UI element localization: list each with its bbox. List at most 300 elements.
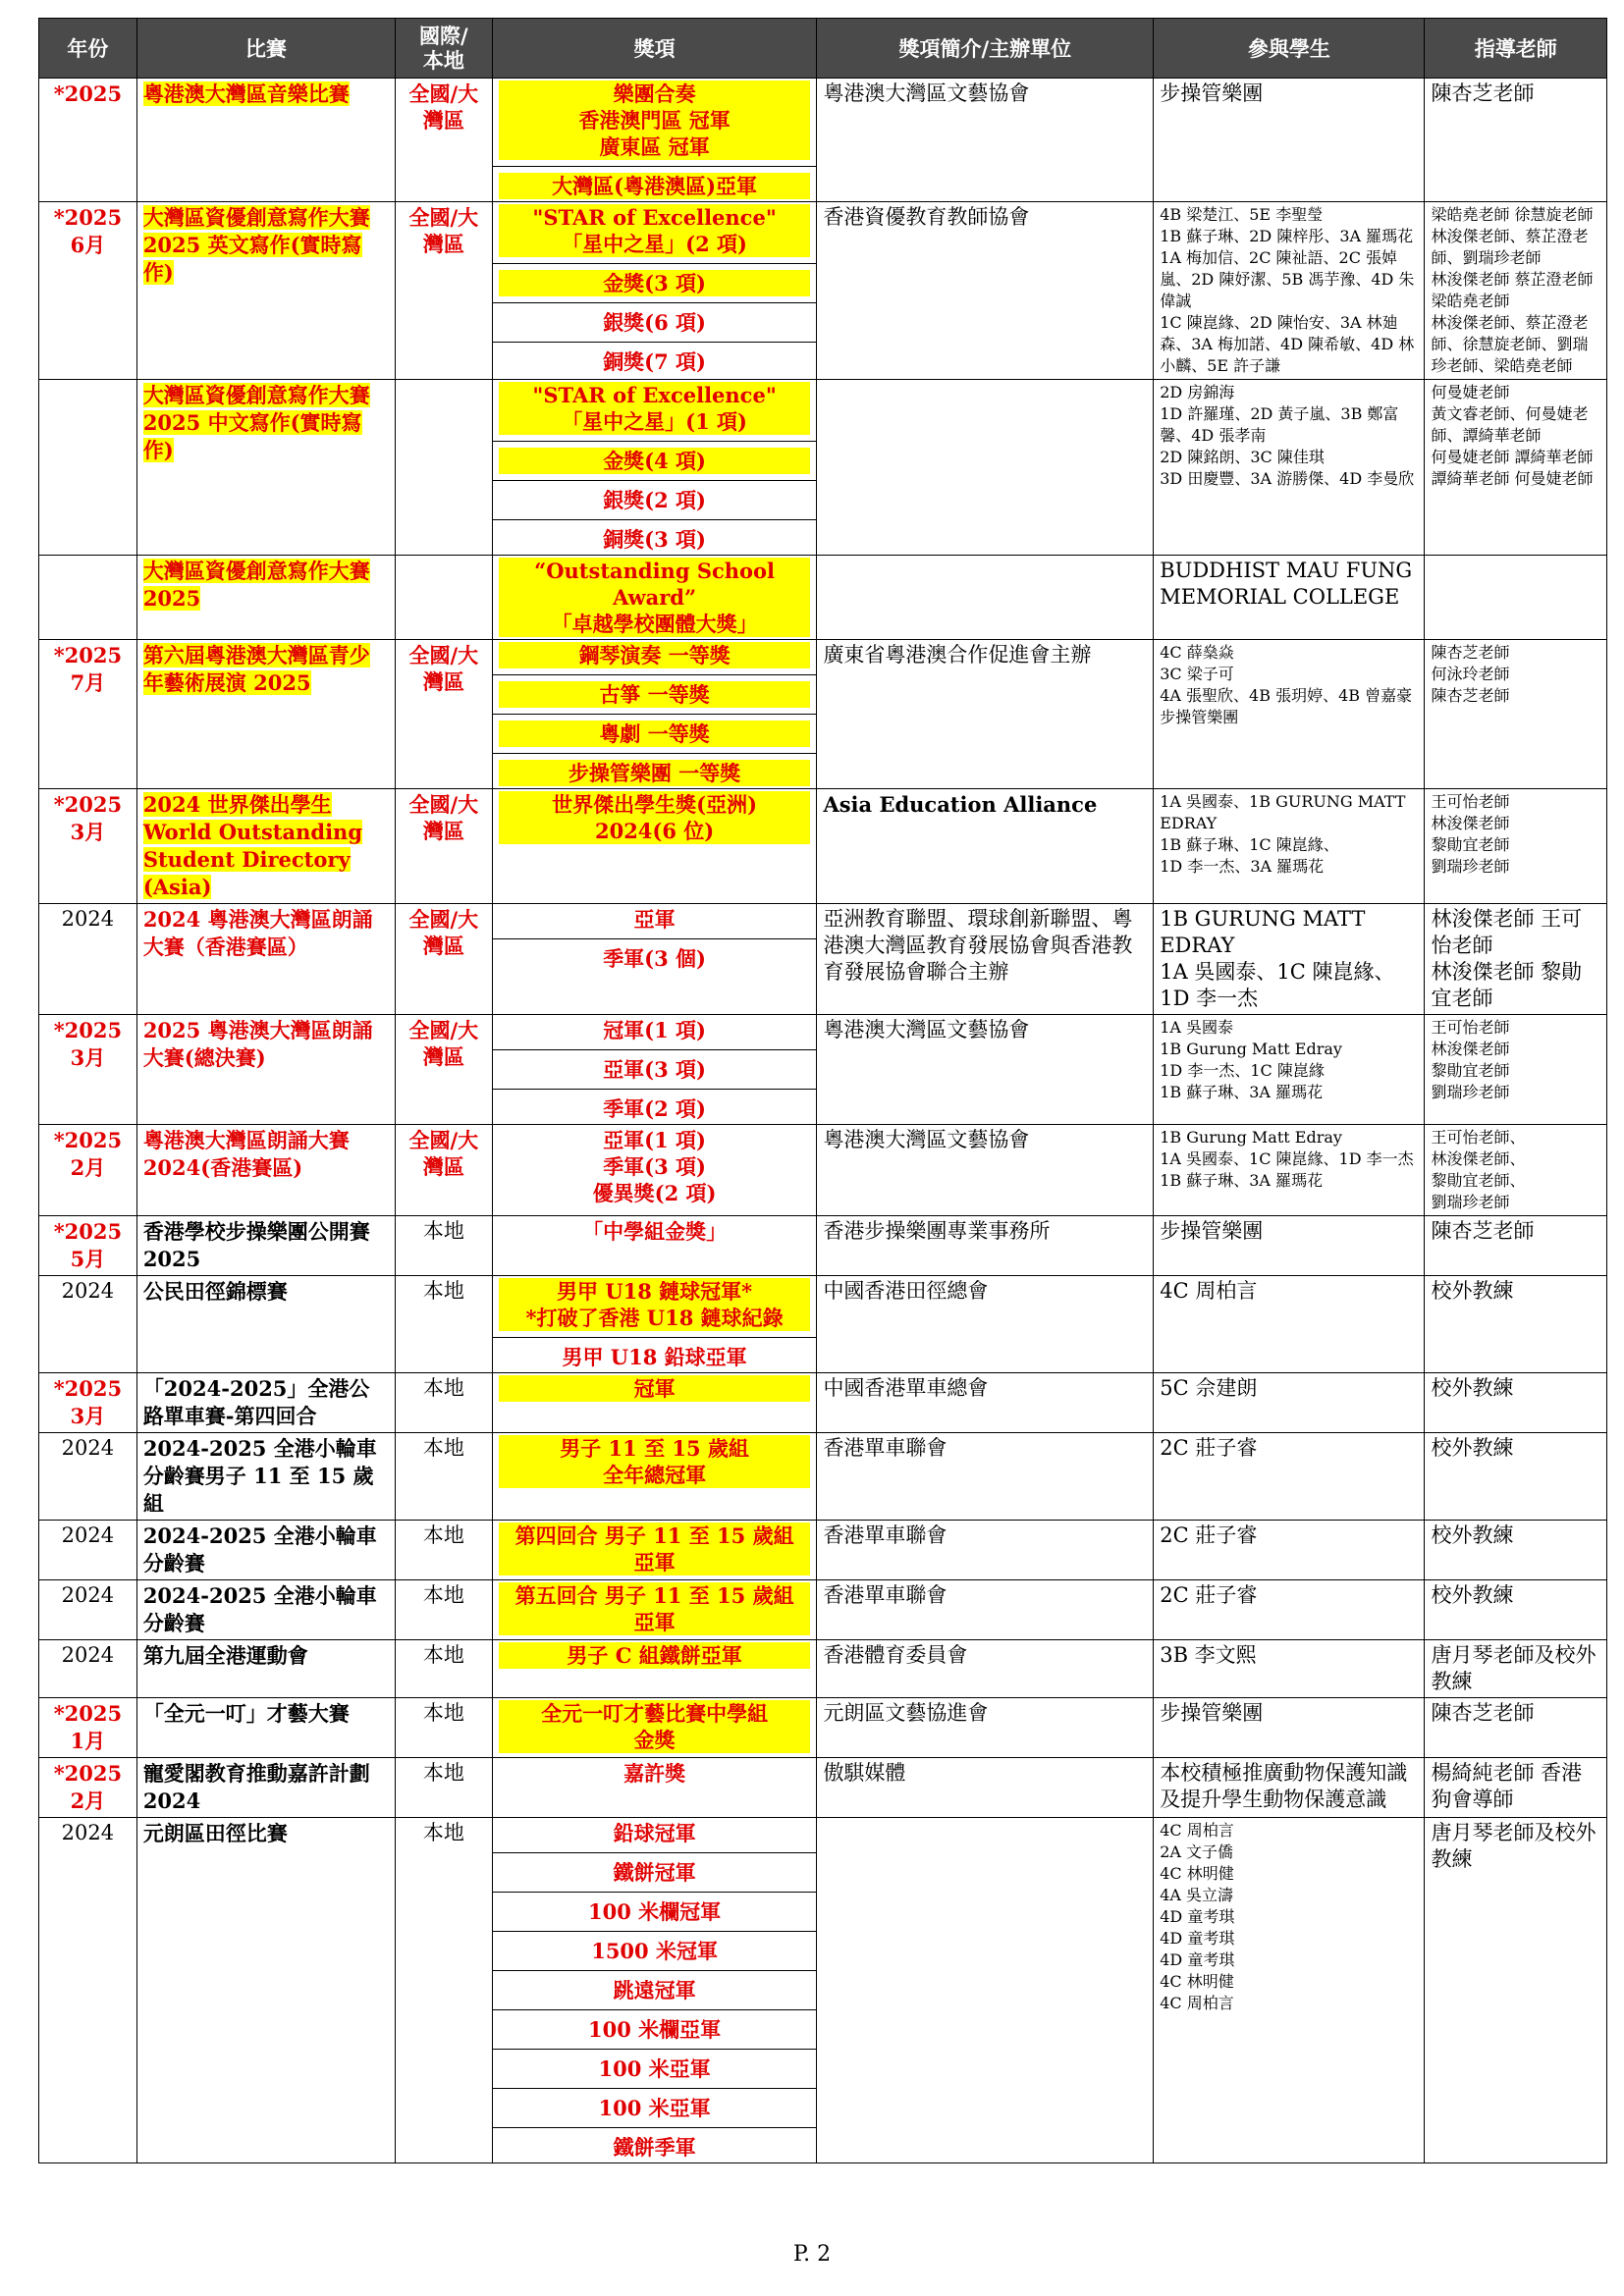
students-cell <box>1154 904 1425 1015</box>
table-header <box>39 19 1607 79</box>
table-row <box>39 1580 1607 1640</box>
student-entry: BUDDHIST MAU FUNG MEMORIAL COLLEGE <box>1160 559 1413 609</box>
organizer-text: 粵港澳大灣區文藝協會 <box>823 1018 1030 1041</box>
student-entry: 步操管樂團 <box>1160 81 1264 105</box>
student-entry: 4C 林明健 <box>1160 1972 1234 1991</box>
prize-line: 嘉許獎 <box>623 1761 686 1786</box>
student-entry: 4C 周柏言 <box>1160 1994 1234 2012</box>
prize-cell <box>492 640 817 789</box>
teacher-entry: 何泳玲老師 <box>1431 665 1510 683</box>
prize-line: 跳遠冠軍 <box>613 1978 696 2002</box>
teachers-cell <box>1425 1216 1607 1276</box>
teacher-entry: 林浚傑老師 <box>1431 1040 1510 1058</box>
scope-text: 全國/大灣區 <box>408 907 479 958</box>
competition-cell <box>136 1373 395 1433</box>
student-entry: 4D 童考琪 <box>1160 1929 1235 1948</box>
organizer-text: 粵港澳大灣區文藝協會 <box>823 81 1030 105</box>
prize-divider <box>493 1931 817 1932</box>
teachers-cell <box>1425 1373 1607 1433</box>
organizer-cell <box>817 79 1154 202</box>
year-text: *2025 2月 <box>53 1761 123 1813</box>
competition-cell <box>136 1580 395 1640</box>
organizer-cell <box>817 1758 1154 1818</box>
prize-divider <box>493 1089 817 1090</box>
competition-cell <box>136 1698 395 1758</box>
teacher-entry: 梁皓堯老師 徐慧旋老師 <box>1431 205 1594 224</box>
student-entry: 1D 許羅瑾、2D 黃子嵐、3B 鄭富馨、4D 張孝南 <box>1160 404 1399 445</box>
header-students: 參與學生 <box>1154 19 1425 79</box>
header-year: 年份 <box>39 19 137 79</box>
scope-cell <box>395 1373 492 1433</box>
teachers-cell <box>1425 1818 1607 2163</box>
scope-cell <box>395 79 492 202</box>
student-entry: 3C 梁子可 <box>1160 665 1234 683</box>
teachers-cell <box>1425 904 1607 1015</box>
scope-cell <box>395 1216 492 1276</box>
year-text: *2025 3月 <box>53 1018 123 1070</box>
prize-divider <box>493 1970 817 1971</box>
student-entry: 2C 莊子睿 <box>1160 1523 1258 1547</box>
table-body <box>39 79 1607 2163</box>
prize-line: 亞軍 <box>499 1549 811 1575</box>
prize-line: *打破了香港 U18 鏈球紀錄 <box>499 1305 811 1331</box>
header-organizer: 獎項簡介/主辦單位 <box>817 19 1154 79</box>
scope-text: 本地 <box>422 1279 464 1303</box>
year-cell <box>39 1818 137 2163</box>
year-cell <box>39 202 137 380</box>
organizer-cell <box>817 1216 1154 1276</box>
competition-name: 2024-2025 全港小輪車分齡賽男子 11 至 15 歲組 <box>142 1436 377 1516</box>
students-cell <box>1154 1433 1425 1521</box>
prize-line: 大灣區(粵港澳區)亞軍 <box>499 173 811 199</box>
organizer-text: 亞洲教育聯盟、環球創新聯盟、粵港澳大灣區教育發展協會與香港教育發展協會聯合主辦 <box>823 907 1133 984</box>
prize-line: 世界傑出學生獎(亞洲) <box>499 791 811 818</box>
students-cell <box>1154 1015 1425 1125</box>
competition-name: 「全元一叮」才藝大賽 <box>142 1701 350 1726</box>
year-cell <box>39 1125 137 1216</box>
competition-cell <box>136 1125 395 1216</box>
students-cell <box>1154 202 1425 380</box>
teacher-entry: 何曼婕老師 譚綺華老師 <box>1431 448 1594 466</box>
scope-cell <box>395 1521 492 1580</box>
competition-cell <box>136 202 395 380</box>
student-entry: 1C 陳崑緣、2D 陳怡安、3A 林廸森、3A 梅加諾、4D 陳希敏、4D 林小麟、5E 許子謙 <box>1160 313 1415 375</box>
teacher-entry: 陳杏芝老師 <box>1431 643 1510 662</box>
year-cell <box>39 1698 137 1758</box>
prize-line: 第四回合 男子 11 至 15 歲組 <box>499 1522 811 1549</box>
prize-divider <box>493 302 817 303</box>
prize-line: 銀獎(6 項) <box>603 310 706 335</box>
prize-line: 冠軍 <box>499 1375 811 1402</box>
table-row <box>39 640 1607 789</box>
scope-cell <box>395 380 492 556</box>
prize-cell <box>492 789 817 904</box>
prize-line: 1500 米冠軍 <box>591 1939 718 1963</box>
prize-cell <box>492 1698 817 1758</box>
page-number: P. 2 <box>792 2242 832 2267</box>
prize-divider <box>493 1852 817 1853</box>
teachers-cell <box>1425 1015 1607 1125</box>
students-cell <box>1154 1373 1425 1433</box>
scope-text: 本地 <box>422 1523 464 1547</box>
competition-name: 公民田徑錦標賽 <box>142 1279 288 1304</box>
teacher-entry: 唐月琴老師及校外教練 <box>1431 1821 1597 1871</box>
year-cell <box>39 1015 137 1125</box>
table-row <box>39 904 1607 1015</box>
student-entry: 1B 蘇子琳、3A 羅瑪花 <box>1160 1083 1324 1101</box>
table-row <box>39 1698 1607 1758</box>
scope-text: 全國/大灣區 <box>408 205 479 256</box>
teacher-entry: 王可怡老師 <box>1431 1018 1510 1037</box>
competition-cell <box>136 1640 395 1698</box>
table-row <box>39 789 1607 904</box>
teachers-cell <box>1425 1433 1607 1521</box>
competition-name: 「2024-2025」全港公路單車賽-第四回合 <box>142 1376 370 1428</box>
prize-line: 金獎 <box>499 1727 811 1753</box>
prize-divider <box>493 519 817 520</box>
year-text: 2024 <box>61 907 115 931</box>
competition-name: 第六屆粵港澳大灣區青少年藝術展演 2025 <box>142 643 370 695</box>
organizer-cell <box>817 380 1154 556</box>
student-entry: 1B Gurung Matt Edray <box>1160 1040 1342 1058</box>
teacher-entry: 何曼婕老師 <box>1431 383 1510 401</box>
teacher-entry: 王可怡老師、 <box>1431 1128 1526 1147</box>
year-cell <box>39 1758 137 1818</box>
teacher-entry: 唐月琴老師及校外教練 <box>1431 1643 1597 1693</box>
prize-line: 粵劇 一等獎 <box>499 721 811 747</box>
prize-line: “Outstanding School Award” <box>499 558 811 611</box>
competition-name: 寵愛閣教育推動嘉許計劃 2024 <box>142 1761 370 1813</box>
header-scope: 國際/ 本地 <box>395 19 492 79</box>
header-teachers: 指導老師 <box>1425 19 1607 79</box>
year-text: 2024 <box>61 1279 115 1303</box>
teacher-entry: 黎勛宜老師、 <box>1431 1171 1526 1190</box>
year-cell <box>39 1216 137 1276</box>
competition-cell <box>136 1818 395 2163</box>
prize-line: 季軍(2 項) <box>603 1096 706 1121</box>
prize-line: 亞軍 <box>633 907 676 932</box>
prize-line: 男甲 U18 鏈球冠軍* <box>499 1278 811 1305</box>
student-entry: 1B Gurung Matt Edray <box>1160 1128 1342 1147</box>
student-entry: 2D 房錦海 <box>1160 383 1235 401</box>
scope-text: 本地 <box>422 1761 464 1785</box>
prize-cell <box>492 1521 817 1580</box>
prize-divider <box>493 2088 817 2089</box>
student-entry: 1D 李一杰、3A 羅瑪花 <box>1160 857 1325 876</box>
student-entry: 1A 吳國泰、1B GURUNG MATT EDRAY <box>1160 792 1406 832</box>
competition-cell <box>136 79 395 202</box>
competition-name: 粵港澳大灣區朗誦大賽 2024(香港賽區) <box>142 1128 350 1180</box>
competition-name: 大灣區資優創意寫作大賽 2025 英文寫作(實時寫作) <box>142 205 370 285</box>
scope-text: 本地 <box>422 1376 464 1400</box>
year-cell <box>39 79 137 202</box>
prize-line: 步操管樂團 一等獎 <box>499 760 811 786</box>
scope-text: 本地 <box>422 1219 464 1243</box>
year-text: *2025 3月 <box>53 1376 123 1428</box>
table-row <box>39 1125 1607 1216</box>
prize-line: 鉛球冠軍 <box>613 1821 696 1845</box>
scope-cell <box>395 640 492 789</box>
prize-divider <box>493 714 817 715</box>
students-cell <box>1154 640 1425 789</box>
competition-cell <box>136 789 395 904</box>
organizer-text: 香港單車聯會 <box>823 1436 947 1460</box>
year-text: *2025 1月 <box>53 1701 123 1753</box>
scope-text: 本地 <box>422 1436 464 1460</box>
student-entry: 1D 李一杰、1C 陳崑緣 <box>1160 1061 1325 1080</box>
teachers-cell <box>1425 202 1607 380</box>
student-entry: 1B GURUNG MATT EDRAY <box>1160 907 1366 957</box>
competition-cell <box>136 1216 395 1276</box>
competition-name: 2025 粵港澳大灣區朗誦大賽(總決賽) <box>142 1018 373 1070</box>
student-entry: 4C 周柏言 <box>1160 1821 1234 1840</box>
scope-cell <box>395 556 492 640</box>
prize-divider <box>493 441 817 442</box>
year-text: *2025 5月 <box>53 1219 123 1271</box>
teacher-entry: 劉瑞珍老師 <box>1431 1193 1510 1211</box>
student-entry: 4D 童考琪 <box>1160 1950 1235 1969</box>
student-entry: 1A 梅加信、2C 陳祉語、2C 張婥嵐、2D 陳妤潔、5B 馮芋豫、4D 朱偉誠 <box>1160 248 1415 310</box>
header-prize: 獎項 <box>492 19 817 79</box>
teachers-cell <box>1425 1580 1607 1640</box>
teacher-entry: 陳杏芝老師 <box>1431 81 1535 105</box>
student-entry: 4A 吳立濤 <box>1160 1886 1234 1904</box>
teacher-entry: 黎勛宜老師 <box>1431 1061 1510 1080</box>
prize-line: 冠軍(1 項) <box>603 1018 706 1042</box>
competition-cell <box>136 640 395 789</box>
organizer-text: 香港單車聯會 <box>823 1523 947 1547</box>
scope-text: 本地 <box>422 1701 464 1725</box>
scope-cell <box>395 1580 492 1640</box>
competition-cell <box>136 1521 395 1580</box>
teacher-entry: 劉瑞珍老師 <box>1431 857 1510 876</box>
year-text: *2025 2月 <box>53 1128 123 1180</box>
organizer-cell <box>817 1698 1154 1758</box>
prize-cell <box>492 1216 817 1276</box>
organizer-text: 中國香港田徑總會 <box>823 1279 989 1303</box>
student-entry: 4D 童考琪 <box>1160 1907 1235 1926</box>
students-cell <box>1154 1818 1425 2163</box>
student-entry: 3D 田慶豐、3A 游勝傑、4D 李曼欣 <box>1160 469 1415 488</box>
prize-line: "STAR of Excellence" <box>499 382 811 408</box>
teacher-entry: 林浚傑老師、蔡芷澄老師、徐慧旋老師、劉瑞珍老師、梁皓堯老師 <box>1431 313 1589 375</box>
scope-cell <box>395 904 492 1015</box>
scope-cell <box>395 1276 492 1373</box>
prize-line: 第五回合 男子 11 至 15 歲組 <box>499 1582 811 1609</box>
organizer-text: 香港步操樂團專業事務所 <box>823 1219 1051 1243</box>
organizer-text: 香港資優教育教師協會 <box>823 205 1030 229</box>
prize-line: 香港澳門區 冠軍 <box>499 107 811 133</box>
table-row <box>39 1521 1607 1580</box>
teacher-entry: 校外教練 <box>1431 1583 1514 1607</box>
prize-line: 100 米亞軍 <box>598 2096 711 2120</box>
year-text: *2025 <box>53 81 123 106</box>
prize-line: 100 米亞軍 <box>598 2056 711 2081</box>
year-text: 2024 <box>61 1583 115 1607</box>
table-row <box>39 202 1607 380</box>
students-cell <box>1154 1580 1425 1640</box>
prize-divider <box>493 342 817 343</box>
prize-line: 男甲 U18 鉛球亞軍 <box>562 1345 747 1369</box>
year-text: 2024 <box>61 1436 115 1460</box>
scope-text: 本地 <box>422 1643 464 1667</box>
prize-line: 「星中之星」(1 項) <box>499 408 811 435</box>
scope-cell <box>395 1818 492 2163</box>
prize-divider <box>493 2049 817 2050</box>
teacher-entry: 陳杏芝老師 <box>1431 1219 1535 1243</box>
student-entry: 步操管樂團 <box>1160 708 1239 726</box>
scope-text: 本地 <box>422 1821 464 1844</box>
organizer-cell <box>817 1125 1154 1216</box>
competition-cell <box>136 1276 395 1373</box>
year-cell <box>39 1433 137 1521</box>
year-text: *2025 7月 <box>53 643 123 695</box>
teachers-cell <box>1425 1125 1607 1216</box>
year-cell <box>39 1373 137 1433</box>
year-text: 2024 <box>61 1643 115 1667</box>
student-entry: 4A 張聖欣、4B 張玥婷、4B 曾嘉豪 <box>1160 686 1413 705</box>
prize-line: 古箏 一等獎 <box>499 681 811 708</box>
scope-text: 全國/大灣區 <box>408 792 479 843</box>
competition-name: 香港學校步操樂團公開賽 2025 <box>142 1219 370 1271</box>
prize-divider <box>493 2009 817 2010</box>
prize-line: 季軍(3 個) <box>603 946 706 971</box>
prize-line: 季軍(3 項) <box>603 1154 706 1179</box>
competition-cell <box>136 1758 395 1818</box>
prize-cell <box>492 556 817 640</box>
organizer-cell <box>817 1818 1154 2163</box>
student-entry: 2C 莊子睿 <box>1160 1436 1258 1460</box>
teacher-entry: 林浚傑老師、 <box>1431 1149 1526 1168</box>
competition-cell <box>136 380 395 556</box>
prize-divider <box>493 938 817 939</box>
student-entry: 3B 李文熙 <box>1160 1643 1257 1667</box>
prize-line: 全元一叮才藝比賽中學組 <box>499 1700 811 1727</box>
competition-cell <box>136 556 395 640</box>
students-cell <box>1154 1216 1425 1276</box>
prize-cell <box>492 1640 817 1698</box>
student-entry: 1A 吳國泰、1C 陳崑緣、1D 李一杰 <box>1160 1149 1414 1168</box>
table-row <box>39 1276 1607 1373</box>
scope-cell <box>395 1015 492 1125</box>
organizer-cell <box>817 1015 1154 1125</box>
year-cell <box>39 904 137 1015</box>
scope-text: 全國/大灣區 <box>408 1018 479 1069</box>
student-entry: 5C 佘建朗 <box>1160 1376 1258 1400</box>
teachers-cell <box>1425 640 1607 789</box>
competition-name: 第九屆全港運動會 <box>142 1643 308 1668</box>
prize-line: 全年總冠軍 <box>499 1462 811 1488</box>
organizer-cell <box>817 1521 1154 1580</box>
competition-name: 2024-2025 全港小輪車分齡賽 <box>142 1583 377 1635</box>
prize-line: 亞軍 <box>499 1609 811 1635</box>
teacher-entry: 校外教練 <box>1431 1376 1514 1400</box>
prize-divider <box>493 166 817 167</box>
organizer-cell <box>817 202 1154 380</box>
prize-line: 鐵餅季軍 <box>613 2135 696 2160</box>
students-cell <box>1154 79 1425 202</box>
teacher-entry: 校外教練 <box>1431 1279 1514 1303</box>
table-row <box>39 1758 1607 1818</box>
prize-line: 2024(6 位) <box>499 818 811 844</box>
table-row <box>39 1818 1607 2163</box>
year-text: 2024 <box>61 1523 115 1547</box>
competition-cell <box>136 1015 395 1125</box>
organizer-cell <box>817 1640 1154 1698</box>
teachers-cell <box>1425 1698 1607 1758</box>
students-cell <box>1154 1698 1425 1758</box>
competition-name: 大灣區資優創意寫作大賽 2025 中文寫作(實時寫作) <box>142 383 370 462</box>
year-cell <box>39 1276 137 1373</box>
prize-divider <box>493 480 817 481</box>
students-cell <box>1154 1640 1425 1698</box>
table-row <box>39 1373 1607 1433</box>
prize-line: 銀獎(2 項) <box>603 488 706 512</box>
prize-cell <box>492 1580 817 1640</box>
student-entry: 1B 蘇子琳、1C 陳崑緣、 <box>1160 835 1339 854</box>
student-entry: 4C 薛燊焱 <box>1160 643 1234 662</box>
student-entry: 4C 林明健 <box>1160 1864 1234 1883</box>
year-text: *2025 3月 <box>53 792 123 844</box>
prize-line: 金獎(3 項) <box>499 270 811 296</box>
table-row <box>39 79 1607 202</box>
prize-cell <box>492 1373 817 1433</box>
teacher-entry: 楊綺純老師 香港狗會導師 <box>1431 1761 1583 1811</box>
scope-cell <box>395 1758 492 1818</box>
prize-cell <box>492 1125 817 1216</box>
table-row <box>39 1216 1607 1276</box>
scope-cell <box>395 1698 492 1758</box>
teachers-cell <box>1425 789 1607 904</box>
competition-cell <box>136 1433 395 1521</box>
prize-line: 樂團合奏 <box>499 80 811 107</box>
teachers-cell <box>1425 1640 1607 1698</box>
scope-cell <box>395 1125 492 1216</box>
prize-line: 金獎(4 項) <box>499 448 811 474</box>
student-entry: 本校積極推廣動物保護知識及提升學生動物保護意識 <box>1160 1761 1408 1811</box>
prize-line: 鐵餅冠軍 <box>613 1860 696 1885</box>
teacher-entry: 校外教練 <box>1431 1523 1514 1547</box>
table-row <box>39 1640 1607 1698</box>
organizer-cell <box>817 556 1154 640</box>
scope-text: 全國/大灣區 <box>408 81 479 133</box>
teachers-cell <box>1425 79 1607 202</box>
scope-text: 本地 <box>422 1583 464 1607</box>
teacher-entry: 陳杏芝老師 <box>1431 686 1510 705</box>
prize-divider <box>493 2127 817 2128</box>
scope-text: 全國/大灣區 <box>408 1128 479 1179</box>
awards-table <box>38 18 1607 2163</box>
teacher-entry: 林浚傑老師 王可怡老師 <box>1431 907 1583 957</box>
student-entry: 4B 梁楚江、5E 李聖瑩 <box>1160 205 1324 224</box>
student-entry: 1A 吳國泰 <box>1160 1018 1234 1037</box>
prize-line: 鋼琴演奏 一等獎 <box>499 642 811 668</box>
students-cell <box>1154 380 1425 556</box>
organizer-cell <box>817 640 1154 789</box>
teachers-cell <box>1425 1521 1607 1580</box>
teacher-entry: 林浚傑老師 蔡芷澄老師 梁皓堯老師 <box>1431 270 1594 310</box>
students-cell <box>1154 556 1425 640</box>
table-row <box>39 556 1607 640</box>
student-entry: 2C 莊子睿 <box>1160 1583 1258 1607</box>
prize-line: 銅獎(7 項) <box>603 349 706 374</box>
prize-cell <box>492 1433 817 1521</box>
competition-name: 2024 世界傑出學生 World Outstanding Student Directory (Asia) <box>142 792 362 899</box>
competition-name: 2024 粵港澳大灣區朗誦大賽（香港賽區） <box>142 907 373 959</box>
scope-cell <box>395 202 492 380</box>
prize-line: 男子 C 組鐵餅亞軍 <box>499 1642 811 1669</box>
teacher-entry: 黎勛宜老師 <box>1431 835 1510 854</box>
